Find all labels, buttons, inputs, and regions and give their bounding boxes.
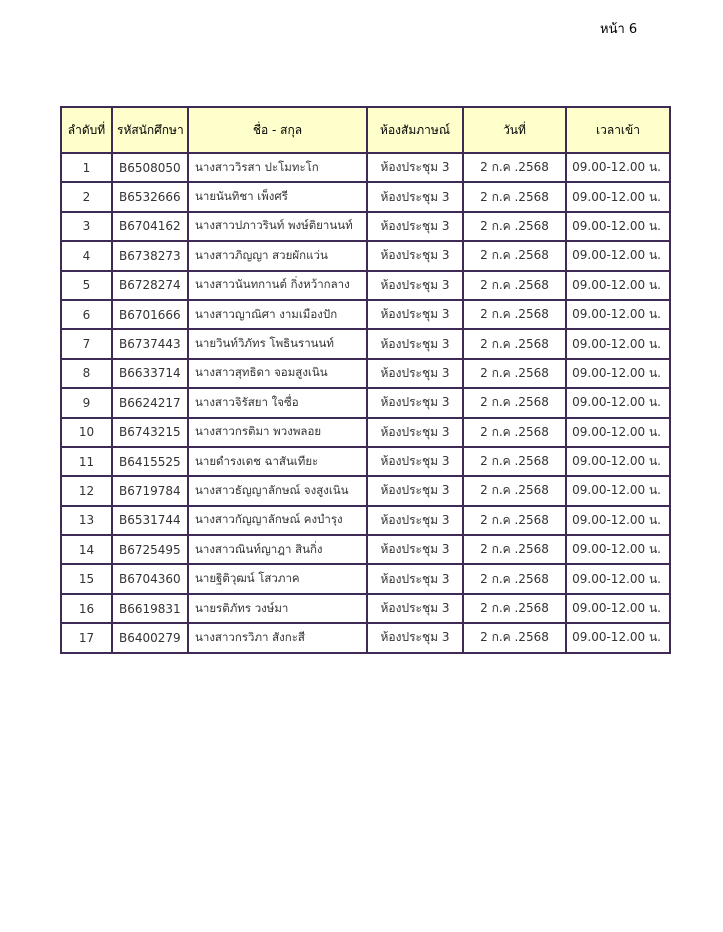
table-row <box>61 153 670 182</box>
cell-name: นางสาวภิญญา สวยผักแว่น <box>188 241 367 270</box>
cell-date: 2 ก.ค .2568 <box>463 153 566 182</box>
header-time: เวลาเข้า <box>566 107 670 153</box>
table-row <box>61 212 670 241</box>
cell-time: 09.00-12.00 น. <box>566 388 670 417</box>
cell-name: นางสาวจิรัสยา ใจซื่อ <box>188 388 367 417</box>
cell-room: ห้องประชุม 3 <box>367 271 463 300</box>
cell-no: 11 <box>61 447 112 476</box>
cell-date: 2 ก.ค .2568 <box>463 594 566 623</box>
cell-no: 9 <box>61 388 112 417</box>
cell-no: 13 <box>61 506 112 535</box>
header-row <box>61 107 670 153</box>
cell-time: 09.00-12.00 น. <box>566 418 670 447</box>
table-row <box>61 182 670 211</box>
cell-name: นายฐิติวุฒน์ โสวภาค <box>188 564 367 593</box>
cell-student-id: B6704360 <box>112 564 188 593</box>
cell-time: 09.00-12.00 น. <box>566 359 670 388</box>
cell-student-id: B6719784 <box>112 476 188 505</box>
cell-name: นางสาวธัญญาลักษณ์ จงสูงเนิน <box>188 476 367 505</box>
cell-no: 10 <box>61 418 112 447</box>
cell-room: ห้องประชุม 3 <box>367 388 463 417</box>
cell-time: 09.00-12.00 น. <box>566 329 670 358</box>
cell-room: ห้องประชุม 3 <box>367 359 463 388</box>
cell-time: 09.00-12.00 น. <box>566 300 670 329</box>
cell-no: 3 <box>61 212 112 241</box>
cell-name: นางสาวณินท์ญาฎา สินกิ่ง <box>188 535 367 564</box>
table-row <box>61 447 670 476</box>
cell-date: 2 ก.ค .2568 <box>463 388 566 417</box>
cell-time: 09.00-12.00 น. <box>566 212 670 241</box>
cell-student-id: B6508050 <box>112 153 188 182</box>
cell-date: 2 ก.ค .2568 <box>463 447 566 476</box>
cell-room: ห้องประชุม 3 <box>367 153 463 182</box>
cell-time: 09.00-12.00 น. <box>566 271 670 300</box>
table-row <box>61 271 670 300</box>
header-date: วันที่ <box>463 107 566 153</box>
cell-time: 09.00-12.00 น. <box>566 241 670 270</box>
cell-time: 09.00-12.00 น. <box>566 153 670 182</box>
cell-no: 5 <box>61 271 112 300</box>
table-row <box>61 241 670 270</box>
cell-time: 09.00-12.00 น. <box>566 476 670 505</box>
table-row <box>61 564 670 593</box>
header-room: ห้องสัมภาษณ์ <box>367 107 463 153</box>
cell-no: 1 <box>61 153 112 182</box>
cell-time: 09.00-12.00 น. <box>566 535 670 564</box>
cell-no: 17 <box>61 623 112 652</box>
cell-room: ห้องประชุม 3 <box>367 535 463 564</box>
cell-date: 2 ก.ค .2568 <box>463 359 566 388</box>
table-row <box>61 300 670 329</box>
cell-no: 14 <box>61 535 112 564</box>
cell-room: ห้องประชุม 3 <box>367 594 463 623</box>
header-no: ลำดับที่ <box>61 107 112 153</box>
cell-student-id: B6415525 <box>112 447 188 476</box>
table-body <box>61 153 670 653</box>
cell-student-id: B6532666 <box>112 182 188 211</box>
table-row <box>61 594 670 623</box>
table-row <box>61 535 670 564</box>
cell-time: 09.00-12.00 น. <box>566 506 670 535</box>
cell-name: นางสาววิรสา ปะโมทะโก <box>188 153 367 182</box>
cell-no: 4 <box>61 241 112 270</box>
cell-room: ห้องประชุม 3 <box>367 506 463 535</box>
cell-student-id: B6531744 <box>112 506 188 535</box>
table-header <box>61 107 670 153</box>
table-row <box>61 506 670 535</box>
cell-no: 2 <box>61 182 112 211</box>
cell-date: 2 ก.ค .2568 <box>463 300 566 329</box>
cell-room: ห้องประชุม 3 <box>367 300 463 329</box>
cell-no: 8 <box>61 359 112 388</box>
cell-no: 6 <box>61 300 112 329</box>
cell-room: ห้องประชุม 3 <box>367 564 463 593</box>
page-number: หน้า 6 <box>600 22 638 37</box>
cell-name: นางสาวปภาวรินท์ พงษ์ติยานนท์ <box>188 212 367 241</box>
cell-student-id: B6704162 <box>112 212 188 241</box>
cell-room: ห้องประชุม 3 <box>367 476 463 505</box>
cell-name: นายวินท์วิภัทร โพธินรานนท์ <box>188 329 367 358</box>
table-row <box>61 359 670 388</box>
cell-name: นายนันทิชา เพ็งศรี <box>188 182 367 211</box>
cell-date: 2 ก.ค .2568 <box>463 476 566 505</box>
cell-name: นายรติภัทร วงษ์มา <box>188 594 367 623</box>
cell-date: 2 ก.ค .2568 <box>463 329 566 358</box>
cell-student-id: B6737443 <box>112 329 188 358</box>
cell-date: 2 ก.ค .2568 <box>463 506 566 535</box>
cell-student-id: B6701666 <box>112 300 188 329</box>
cell-student-id: B6633714 <box>112 359 188 388</box>
cell-student-id: B6400279 <box>112 623 188 652</box>
cell-time: 09.00-12.00 น. <box>566 564 670 593</box>
cell-no: 12 <box>61 476 112 505</box>
cell-no: 15 <box>61 564 112 593</box>
interview-schedule-table <box>60 106 671 654</box>
cell-date: 2 ก.ค .2568 <box>463 182 566 211</box>
cell-room: ห้องประชุม 3 <box>367 241 463 270</box>
cell-room: ห้องประชุม 3 <box>367 182 463 211</box>
cell-no: 7 <box>61 329 112 358</box>
table-row <box>61 329 670 358</box>
cell-time: 09.00-12.00 น. <box>566 623 670 652</box>
cell-name: นางสาวกรวิภา สังกะสี <box>188 623 367 652</box>
cell-no: 16 <box>61 594 112 623</box>
cell-time: 09.00-12.00 น. <box>566 594 670 623</box>
cell-room: ห้องประชุม 3 <box>367 623 463 652</box>
table-row <box>61 418 670 447</box>
cell-date: 2 ก.ค .2568 <box>463 623 566 652</box>
table-row <box>61 623 670 652</box>
cell-room: ห้องประชุม 3 <box>367 418 463 447</box>
cell-time: 09.00-12.00 น. <box>566 182 670 211</box>
cell-date: 2 ก.ค .2568 <box>463 564 566 593</box>
cell-name: นางสาวสุทธิดา จอมสูงเนิน <box>188 359 367 388</box>
header-student-id: รหัสนักศึกษา <box>112 107 188 153</box>
cell-name: นางสาวกัญญาลักษณ์ คงบำรุง <box>188 506 367 535</box>
cell-student-id: B6738273 <box>112 241 188 270</box>
cell-room: ห้องประชุม 3 <box>367 212 463 241</box>
cell-name: นางสาวญาณิศา งามเมืองปัก <box>188 300 367 329</box>
cell-room: ห้องประชุม 3 <box>367 447 463 476</box>
table-row <box>61 388 670 417</box>
cell-name: นางสาวนันทกานต์ กิ่งหว้ากลาง <box>188 271 367 300</box>
cell-student-id: B6728274 <box>112 271 188 300</box>
header-name: ชื่อ - สกุล <box>188 107 367 153</box>
cell-date: 2 ก.ค .2568 <box>463 212 566 241</box>
table-row <box>61 476 670 505</box>
cell-room: ห้องประชุม 3 <box>367 329 463 358</box>
cell-date: 2 ก.ค .2568 <box>463 418 566 447</box>
cell-time: 09.00-12.00 น. <box>566 447 670 476</box>
cell-date: 2 ก.ค .2568 <box>463 535 566 564</box>
cell-date: 2 ก.ค .2568 <box>463 241 566 270</box>
cell-student-id: B6743215 <box>112 418 188 447</box>
cell-name: นางสาวกรติมา พวงพลอย <box>188 418 367 447</box>
cell-student-id: B6725495 <box>112 535 188 564</box>
cell-name: นายดำรงเดช ฉาสันเทียะ <box>188 447 367 476</box>
cell-student-id: B6619831 <box>112 594 188 623</box>
cell-student-id: B6624217 <box>112 388 188 417</box>
cell-date: 2 ก.ค .2568 <box>463 271 566 300</box>
